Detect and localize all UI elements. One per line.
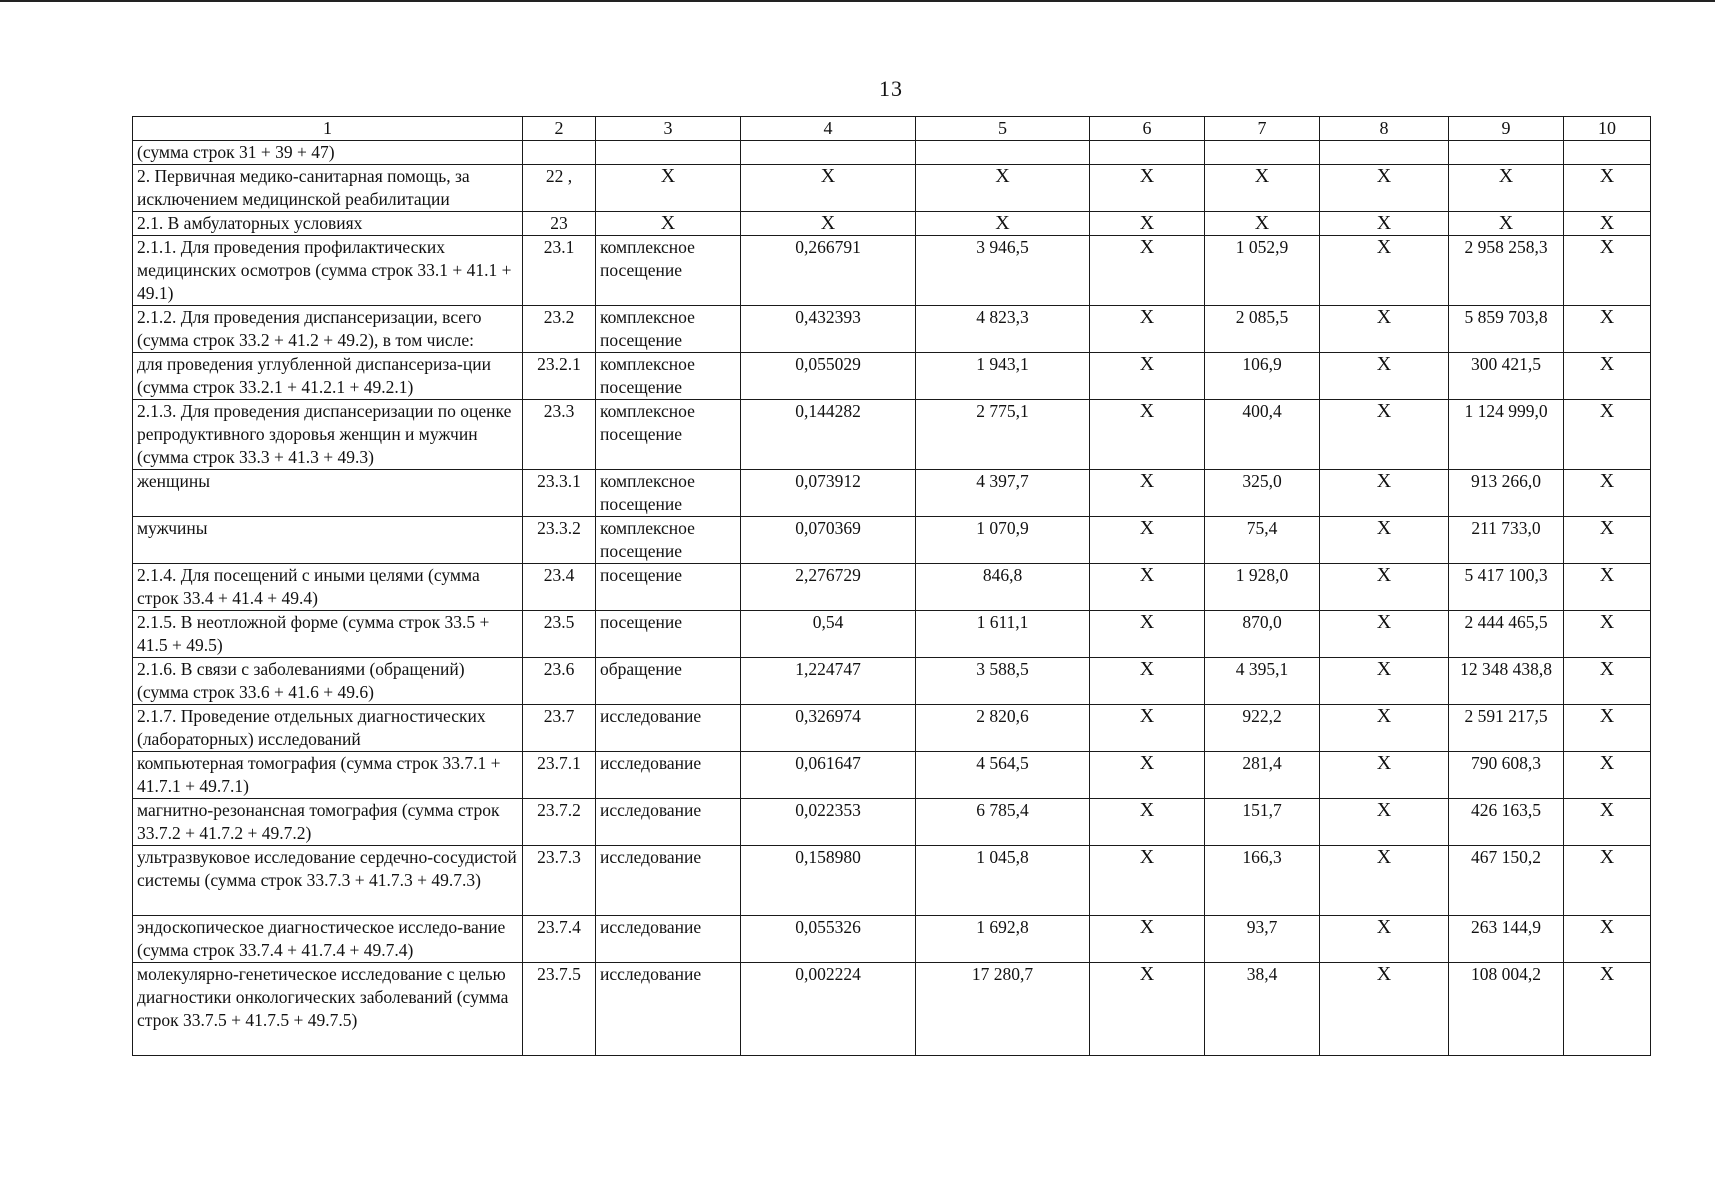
row-label-cell: компьютерная томография (сумма строк 33.7.1 + 41.7.1 + 49.7.1)	[133, 752, 523, 799]
table-cell: 922,2	[1205, 705, 1320, 752]
table-cell: 400,4	[1205, 400, 1320, 470]
table-cell: X	[1564, 799, 1651, 846]
column-header: 3	[596, 117, 741, 141]
table-cell: X	[1320, 752, 1449, 799]
table-cell: X	[1564, 400, 1651, 470]
table-row	[133, 658, 1651, 705]
table-cell: 0,002224	[741, 963, 916, 1056]
table-cell: 870,0	[1205, 611, 1320, 658]
column-header: 6	[1090, 117, 1205, 141]
unit-cell: посещение	[596, 564, 741, 611]
table-cell: X	[1564, 916, 1651, 963]
table-cell: 93,7	[1205, 916, 1320, 963]
table-cell: X	[1564, 658, 1651, 705]
table-cell: X	[1090, 916, 1205, 963]
table-cell: 426 163,5	[1449, 799, 1564, 846]
page-number: 13	[879, 76, 903, 101]
table-cell: 5 859 703,8	[1449, 306, 1564, 353]
table-cell: X	[1090, 165, 1205, 212]
column-header: 4	[741, 117, 916, 141]
table-cell: 1 045,8	[916, 846, 1090, 916]
table-cell: X	[1320, 517, 1449, 564]
row-number-cell: 23.7.5	[523, 963, 596, 1056]
row-number-cell	[523, 141, 596, 165]
table-cell	[1320, 141, 1449, 165]
table-cell: X	[1564, 517, 1651, 564]
row-number-cell: 23.7.4	[523, 916, 596, 963]
page-top-border	[0, 0, 1715, 2]
table-row	[133, 306, 1651, 353]
row-number-cell: 22 ,	[523, 165, 596, 212]
row-label-cell: 2.1.7. Проведение отдельных диагностических (лабораторных) исследований	[133, 705, 523, 752]
table-cell: X	[1320, 400, 1449, 470]
table-cell: X	[1320, 165, 1449, 212]
row-label-cell: молекулярно-генетическое исследование с целью диагностики онкологических заболеваний (сумма строк 33.7.5 + 41.7.5 + 49.7.5)	[133, 963, 523, 1056]
unit-cell: комплексное посещение	[596, 353, 741, 400]
table-cell: 0,266791	[741, 236, 916, 306]
table-cell: X	[1320, 212, 1449, 236]
row-label-cell: 2.1.1. Для проведения профилактических медицинских осмотров (сумма строк 33.1 + 41.1 + 49.1)	[133, 236, 523, 306]
table-cell: X	[1564, 212, 1651, 236]
table-cell: X	[1320, 306, 1449, 353]
table-row	[133, 517, 1651, 564]
row-number-cell: 23.7.3	[523, 846, 596, 916]
table-cell: X	[1320, 963, 1449, 1056]
table-cell: 1 928,0	[1205, 564, 1320, 611]
unit-cell: комплексное посещение	[596, 517, 741, 564]
table-row	[133, 846, 1651, 916]
table-cell: X	[1320, 916, 1449, 963]
table-cell: 0,022353	[741, 799, 916, 846]
row-label-cell: 2.1.2. Для проведения диспансеризации, всего (сумма строк 33.2 + 41.2 + 49.2), в том числе:	[133, 306, 523, 353]
row-number-cell: 23.6	[523, 658, 596, 705]
row-number-cell: 23.7	[523, 705, 596, 752]
table-cell: 4 397,7	[916, 470, 1090, 517]
table-cell: 2,276729	[741, 564, 916, 611]
table-row	[133, 141, 1651, 165]
unit-cell: посещение	[596, 611, 741, 658]
table-cell: 211 733,0	[1449, 517, 1564, 564]
table-cell: 0,061647	[741, 752, 916, 799]
table-cell: 1 611,1	[916, 611, 1090, 658]
row-number-cell: 23.7.2	[523, 799, 596, 846]
table-cell: 0,158980	[741, 846, 916, 916]
header-row	[133, 117, 1651, 141]
table-cell: 2 444 465,5	[1449, 611, 1564, 658]
row-number-cell: 23.2	[523, 306, 596, 353]
table-row	[133, 705, 1651, 752]
table-row	[133, 963, 1651, 1056]
row-number-cell: 23.3.2	[523, 517, 596, 564]
unit-cell: X	[596, 165, 741, 212]
table-cell: X	[1564, 752, 1651, 799]
table-row	[133, 564, 1651, 611]
table-cell: X	[1090, 470, 1205, 517]
unit-cell: комплексное посещение	[596, 400, 741, 470]
table-cell: 3 588,5	[916, 658, 1090, 705]
table-cell: X	[1090, 611, 1205, 658]
table-cell	[1205, 141, 1320, 165]
unit-cell	[596, 141, 741, 165]
table-row	[133, 236, 1651, 306]
unit-cell: комплексное посещение	[596, 236, 741, 306]
table-row	[133, 799, 1651, 846]
row-label-cell: ультразвуковое исследование сердечно-сосудистой системы (сумма строк 33.7.3 + 41.7.3 + 49.7.3)	[133, 846, 523, 916]
table-cell	[1449, 141, 1564, 165]
table-cell: 166,3	[1205, 846, 1320, 916]
table-cell	[741, 141, 916, 165]
table-cell: X	[1090, 705, 1205, 752]
unit-cell: исследование	[596, 799, 741, 846]
table-cell: X	[1320, 611, 1449, 658]
table-cell: 467 150,2	[1449, 846, 1564, 916]
row-number-cell: 23.3	[523, 400, 596, 470]
table-cell: X	[1205, 212, 1320, 236]
table-cell: 6 785,4	[916, 799, 1090, 846]
row-number-cell: 23.1	[523, 236, 596, 306]
table-cell: 2 775,1	[916, 400, 1090, 470]
row-number-cell: 23	[523, 212, 596, 236]
table-cell: X	[1564, 236, 1651, 306]
table-cell	[1564, 141, 1651, 165]
unit-cell: комплексное посещение	[596, 470, 741, 517]
table-cell: X	[1090, 564, 1205, 611]
table-cell: X	[1090, 799, 1205, 846]
table-cell: 151,7	[1205, 799, 1320, 846]
table-cell: 0,073912	[741, 470, 916, 517]
table-cell: X	[1090, 846, 1205, 916]
table-cell: 1 943,1	[916, 353, 1090, 400]
table-cell: 0,070369	[741, 517, 916, 564]
column-header: 2	[523, 117, 596, 141]
table-cell: X	[1320, 799, 1449, 846]
table-cell: 4 823,3	[916, 306, 1090, 353]
table-cell: 3 946,5	[916, 236, 1090, 306]
table-cell: 1 070,9	[916, 517, 1090, 564]
row-label-cell: 2.1.3. Для проведения диспансеризации по оценке репродуктивного здоровья женщин и мужчин (сумма строк 33.3 + 41.3 + 49.3)	[133, 400, 523, 470]
column-header: 5	[916, 117, 1090, 141]
table-cell: 325,0	[1205, 470, 1320, 517]
table-cell: 0,144282	[741, 400, 916, 470]
table-cell: 0,432393	[741, 306, 916, 353]
table-cell: 106,9	[1205, 353, 1320, 400]
row-label-cell: женщины	[133, 470, 523, 517]
table-cell: 38,4	[1205, 963, 1320, 1056]
table-cell: X	[1320, 353, 1449, 400]
table-cell: X	[741, 165, 916, 212]
table-cell: 75,4	[1205, 517, 1320, 564]
table-cell: 263 144,9	[1449, 916, 1564, 963]
table-cell: X	[1320, 236, 1449, 306]
table-cell: 846,8	[916, 564, 1090, 611]
table-body	[133, 141, 1651, 1056]
column-header: 9	[1449, 117, 1564, 141]
table-cell: 0,055029	[741, 353, 916, 400]
table-cell: X	[1564, 165, 1651, 212]
table-cell: 0,326974	[741, 705, 916, 752]
table-cell: 913 266,0	[1449, 470, 1564, 517]
unit-cell: исследование	[596, 846, 741, 916]
table-row	[133, 212, 1651, 236]
table-cell: X	[916, 212, 1090, 236]
table-cell: X	[916, 165, 1090, 212]
table-cell: 4 395,1	[1205, 658, 1320, 705]
table-cell: 2 820,6	[916, 705, 1090, 752]
row-number-cell: 23.2.1	[523, 353, 596, 400]
row-number-cell: 23.5	[523, 611, 596, 658]
row-label-cell: магнитно-резонансная томография (сумма строк 33.7.2 + 41.7.2 + 49.7.2)	[133, 799, 523, 846]
table-cell: 4 564,5	[916, 752, 1090, 799]
table-cell: X	[1564, 963, 1651, 1056]
unit-cell: комплексное посещение	[596, 306, 741, 353]
row-label-cell: 2.1.6. В связи с заболеваниями (обращений) (сумма строк 33.6 + 41.6 + 49.6)	[133, 658, 523, 705]
row-label-cell: для проведения углубленной диспансериза-ции (сумма строк 33.2.1 + 41.2.1 + 49.2.1)	[133, 353, 523, 400]
table-cell: X	[1090, 353, 1205, 400]
table-cell	[1090, 141, 1205, 165]
row-label-cell: 2.1. В амбулаторных условиях	[133, 212, 523, 236]
table-cell: X	[1564, 846, 1651, 916]
table-cell: X	[1564, 611, 1651, 658]
table-cell: 0,54	[741, 611, 916, 658]
row-number-cell: 23.3.1	[523, 470, 596, 517]
row-label-cell: 2.1.5. В неотложной форме (сумма строк 33.5 + 41.5 + 49.5)	[133, 611, 523, 658]
column-header: 1	[133, 117, 523, 141]
row-number-cell: 23.4	[523, 564, 596, 611]
data-table	[132, 116, 1651, 1056]
table-row	[133, 165, 1651, 212]
table-cell: X	[1090, 236, 1205, 306]
row-label-cell: 2. Первичная медико-санитарная помощь, за исключением медицинской реабилитации	[133, 165, 523, 212]
unit-cell: обращение	[596, 658, 741, 705]
table-row	[133, 400, 1651, 470]
table-cell: 108 004,2	[1449, 963, 1564, 1056]
unit-cell: X	[596, 212, 741, 236]
table-cell	[916, 141, 1090, 165]
table-cell: 2 591 217,5	[1449, 705, 1564, 752]
table-cell: X	[1090, 752, 1205, 799]
table-cell: X	[741, 212, 916, 236]
row-label-cell: эндоскопическое диагностическое исследо-вание (сумма строк 33.7.4 + 41.7.4 + 49.7.4)	[133, 916, 523, 963]
table-cell: 790 608,3	[1449, 752, 1564, 799]
table-cell: X	[1090, 212, 1205, 236]
table-cell: 1 124 999,0	[1449, 400, 1564, 470]
table-row	[133, 470, 1651, 517]
table-cell: X	[1090, 963, 1205, 1056]
table-cell: X	[1090, 517, 1205, 564]
column-header: 10	[1564, 117, 1651, 141]
unit-cell: исследование	[596, 752, 741, 799]
table-cell: X	[1320, 846, 1449, 916]
table-cell: X	[1564, 306, 1651, 353]
unit-cell: исследование	[596, 705, 741, 752]
row-number-cell: 23.7.1	[523, 752, 596, 799]
table-cell: 17 280,7	[916, 963, 1090, 1056]
table-row	[133, 353, 1651, 400]
table-cell: X	[1320, 658, 1449, 705]
table-row	[133, 752, 1651, 799]
table-cell: 1,224747	[741, 658, 916, 705]
table-row	[133, 611, 1651, 658]
table-cell: 5 417 100,3	[1449, 564, 1564, 611]
table-cell: 2 085,5	[1205, 306, 1320, 353]
unit-cell: исследование	[596, 963, 741, 1056]
table-cell: 1 692,8	[916, 916, 1090, 963]
table-cell: X	[1564, 564, 1651, 611]
table-cell: 281,4	[1205, 752, 1320, 799]
table-cell: X	[1090, 306, 1205, 353]
row-label-cell: мужчины	[133, 517, 523, 564]
table-cell: 2 958 258,3	[1449, 236, 1564, 306]
column-header: 7	[1205, 117, 1320, 141]
column-header: 8	[1320, 117, 1449, 141]
table-cell: 0,055326	[741, 916, 916, 963]
table-cell: 1 052,9	[1205, 236, 1320, 306]
table-row	[133, 916, 1651, 963]
row-label-cell: (сумма строк 31 + 39 + 47)	[133, 141, 523, 165]
row-label-cell: 2.1.4. Для посещений с иными целями (сумма строк 33.4 + 41.4 + 49.4)	[133, 564, 523, 611]
table-cell: X	[1449, 165, 1564, 212]
unit-cell: исследование	[596, 916, 741, 963]
table-cell: X	[1564, 470, 1651, 517]
table-cell: X	[1564, 353, 1651, 400]
table-cell: X	[1090, 400, 1205, 470]
table-cell: X	[1320, 470, 1449, 517]
table-cell: X	[1564, 705, 1651, 752]
table-cell: X	[1320, 564, 1449, 611]
table-cell: X	[1205, 165, 1320, 212]
table-cell: 300 421,5	[1449, 353, 1564, 400]
table-cell: X	[1320, 705, 1449, 752]
table-cell: X	[1449, 212, 1564, 236]
table-cell: 12 348 438,8	[1449, 658, 1564, 705]
table-cell: X	[1090, 658, 1205, 705]
